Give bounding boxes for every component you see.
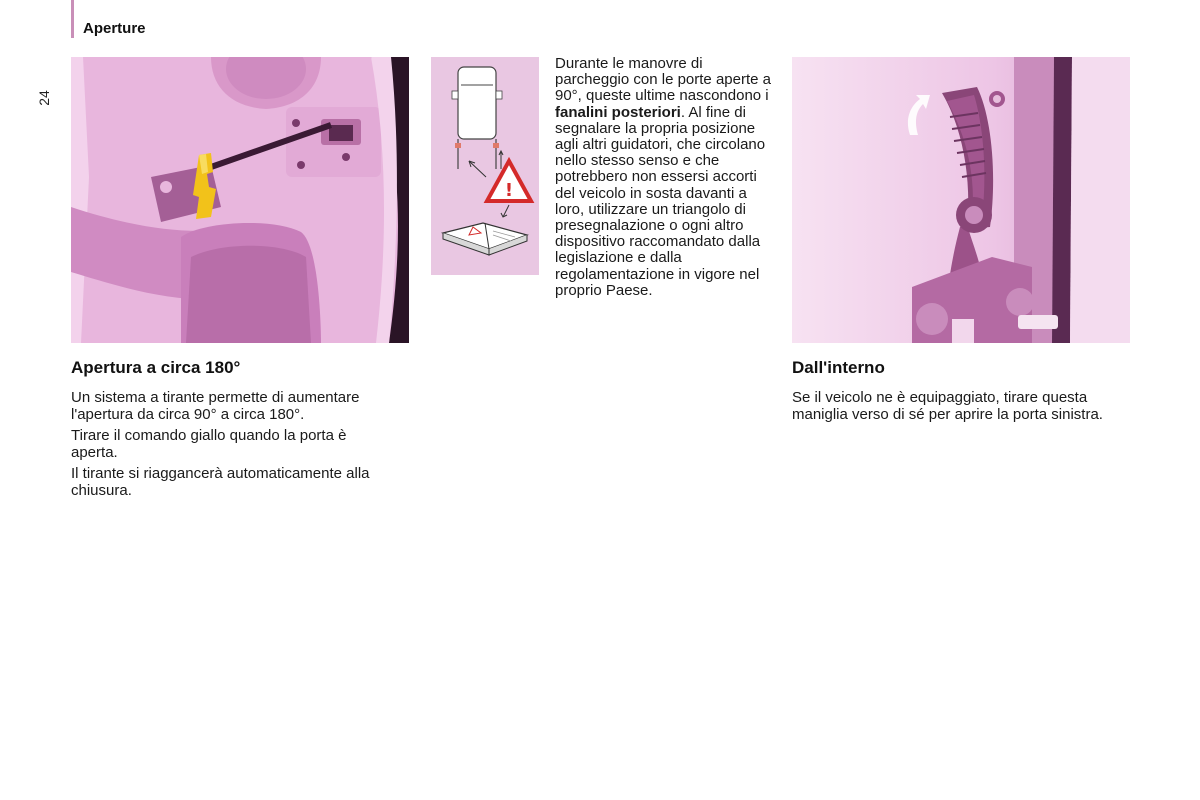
section-body-interior	[792, 390, 1132, 428]
parking-warning-diagram	[431, 57, 539, 275]
note-text-start: Durante le manovre di parcheggio con le porte aperte a 90°, queste ultime nascondono i	[555, 55, 771, 105]
page-number: 24	[36, 90, 52, 106]
section-heading-interior: Dall'interno	[792, 358, 885, 377]
section-title: Aperture	[83, 20, 146, 37]
section-heading-180: Apertura a circa 180°	[71, 358, 241, 377]
note-text-end: . Al fine di segnalare la propria posizione agli altri guidatori, che circolano nello stesso senso e che potrebbero non essersi accorti del veicolo in sosta davanti a loro, utilizzare un triangolo di presegnalazione o ogni altro dispositivo raccomandato dalla legislazione e dalla regolamentazione in vigore nel proprio Paese.	[555, 103, 766, 299]
section-body-180	[71, 390, 391, 504]
door-hinge-illustration	[71, 57, 409, 343]
paragraph: Se il veicolo ne è equipaggiato, tirare questa maniglia verso di sé per aprire la porta sinistra.	[792, 389, 1103, 423]
parking-warning-note	[555, 56, 780, 299]
note-emphasis: fanalini posteriori	[555, 103, 681, 121]
paragraph: Il tirante si riaggancerà automaticamente alla chiusura.	[71, 465, 370, 499]
header-accent-bar	[71, 0, 74, 38]
interior-handle-illustration	[792, 57, 1130, 343]
paragraph: Un sistema a tirante permette di aumentare l'apertura da circa 90° a circa 180°.	[71, 389, 360, 423]
paragraph: Tirare il comando giallo quando la porta è aperta.	[71, 427, 347, 461]
svg-text:!: !	[504, 180, 514, 201]
